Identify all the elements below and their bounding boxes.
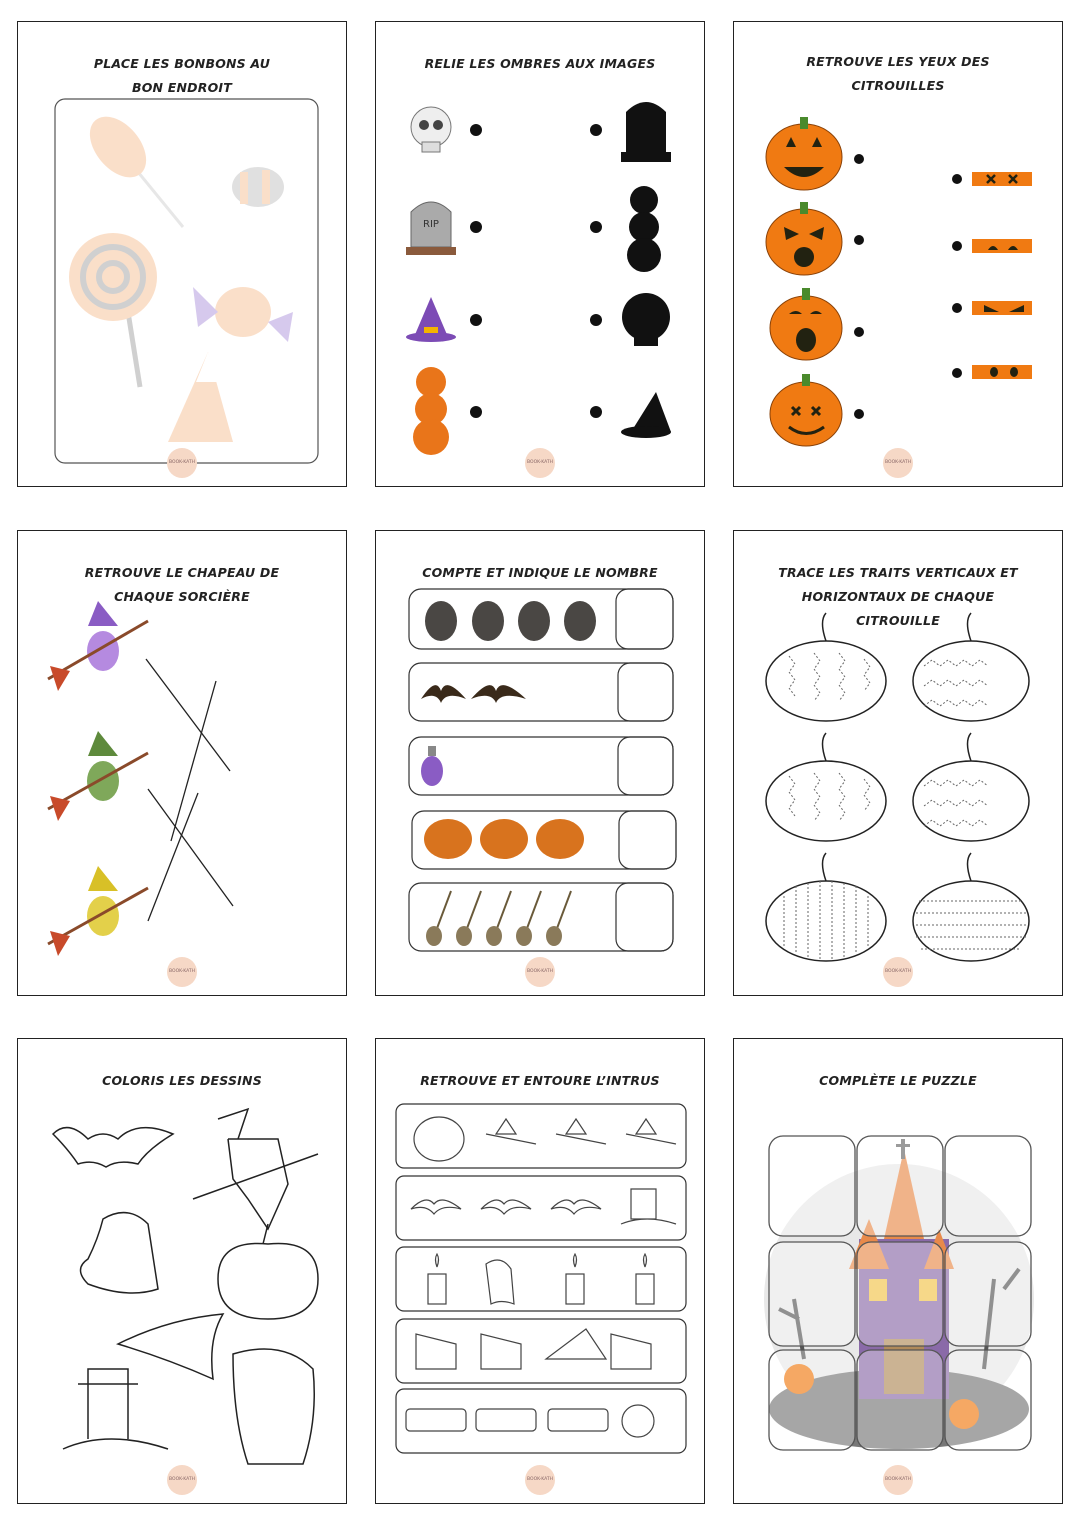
candy-board: [18, 22, 348, 488]
shadow-matching: [376, 22, 706, 488]
pumpkin-stack-icon: [413, 367, 449, 455]
worksheet-candy: [17, 21, 347, 487]
page-title: TRACE LES TRAITS VERTICAUX ET HORIZONTAUX DE CHAQUE CITROUILLE: [778, 565, 1018, 628]
hat-shadow: [621, 392, 671, 438]
page-title: COLORIS LES DESSINS: [102, 1073, 262, 1088]
brand-logo: BOOK-KATH: [883, 1465, 913, 1495]
coloring-drawings: [18, 1039, 348, 1505]
broom-icons: [436, 891, 571, 931]
pumpkin-icons: [424, 819, 584, 859]
witch-outline: [193, 1109, 318, 1229]
pumpkin-eyes: [734, 22, 1064, 488]
witch-yellow-icon: [48, 866, 148, 956]
brand-logo: BOOK-KATH: [525, 1465, 555, 1495]
page-title: RETROUVE LE CHAPEAU DE CHAQUE SORCIÈRE: [84, 565, 280, 604]
pumpkin-stack-shadow: [627, 186, 661, 272]
page-title: PLACE LES BONBONS AU BON ENDROIT: [93, 56, 271, 95]
tombstone-outline: [63, 1369, 168, 1449]
brand-logo: BOOK-KATH: [525, 448, 555, 478]
puzzle-board: [734, 1039, 1064, 1505]
worksheet-tracing: [733, 530, 1063, 996]
worksheet-witch-hats: [17, 530, 347, 996]
svg-text:RIP: RIP: [423, 219, 439, 230]
mummy-outline: [233, 1349, 314, 1464]
skull-shadow: [622, 293, 670, 346]
tombstone-icon: [406, 202, 456, 255]
crow-icons: [425, 601, 596, 641]
brand-logo: BOOK-KATH: [167, 957, 197, 987]
brand-logo: BOOK-KATH: [167, 448, 197, 478]
potion-icon: [421, 746, 443, 786]
page-title: COMPLÈTE LE PUZZLE: [819, 1073, 977, 1088]
worksheet-shadows: [375, 21, 705, 487]
witch-hat-outline: [118, 1314, 223, 1379]
counting-rows: [376, 531, 706, 997]
witch-hat-icon: [406, 297, 456, 342]
worksheet-odd-one-out: [375, 1038, 705, 1504]
witch-purple-icon: [48, 601, 148, 691]
jack-o-lantern-outline: [218, 1224, 318, 1319]
ghost-outline: [81, 1213, 159, 1293]
brand-logo: BOOK-KATH: [167, 1465, 197, 1495]
page-title: RELIE LES OMBRES AUX IMAGES: [424, 56, 656, 71]
odd-one-rows: [376, 1039, 706, 1505]
worksheet-coloring: [17, 1038, 347, 1504]
brand-logo: BOOK-KATH: [883, 957, 913, 987]
witch-lines: [18, 531, 348, 997]
brand-logo: BOOK-KATH: [525, 957, 555, 987]
page-title: COMPTE ET INDIQUE LE NOMBRE: [422, 565, 658, 580]
worksheet-pumpkin-eyes: [733, 21, 1063, 487]
worksheet-counting: [375, 530, 705, 996]
witch-green-icon: [48, 731, 148, 821]
bat-icons: [421, 685, 526, 703]
skull-icon: [411, 107, 451, 152]
page-title: RETROUVE ET ENTOURE L’INTRUS: [420, 1073, 660, 1088]
page-title: RETROUVE LES YEUX DES CITROUILLES: [806, 54, 990, 93]
pumpkin-tracing: [734, 531, 1064, 997]
brand-logo: BOOK-KATH: [883, 448, 913, 478]
bat-outline: [53, 1128, 173, 1167]
worksheet-puzzle: [733, 1038, 1063, 1504]
